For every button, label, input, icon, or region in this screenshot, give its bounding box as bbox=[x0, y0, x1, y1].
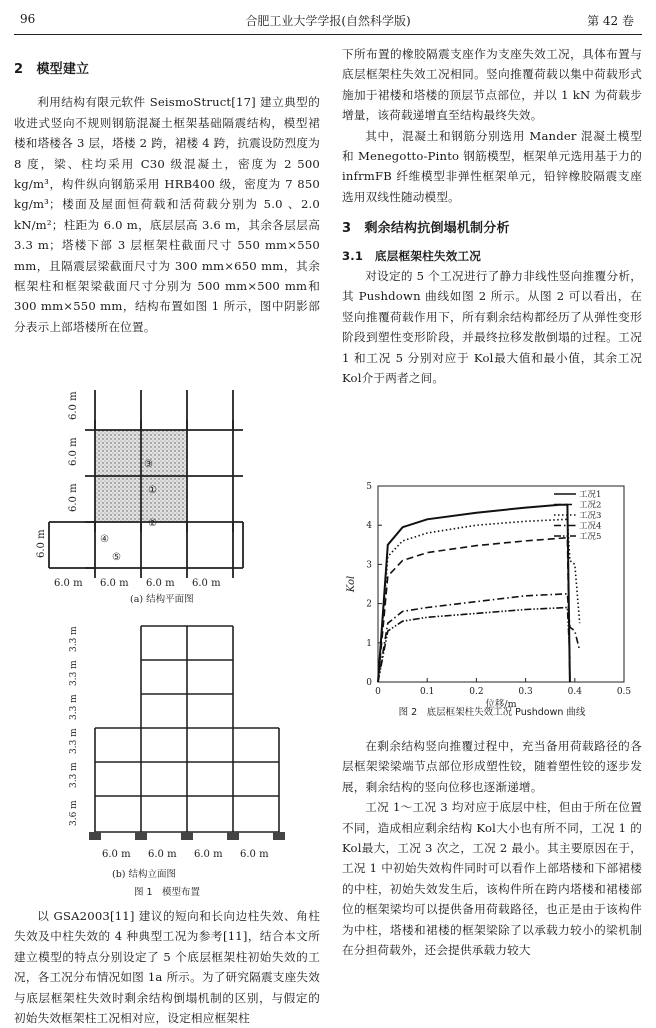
x-tick-label: 0.3 bbox=[518, 687, 533, 697]
paragraph-continued: 下所布置的橡胶隔震支座作为支座失效工况，具体布置与底层框架柱失效工况相同。竖向推覆荷载以集中荷载形式施加于裙楼和塔楼的顶层节点部位，并以 1 kN 为荷载步增量，该荷载递增直至结构最终失效。 bbox=[342, 47, 642, 123]
fig1-caption: 图 1 模型布置 bbox=[133, 887, 201, 898]
fig1a-caption: (a) 结构平面图 bbox=[130, 594, 194, 605]
journal-title: 合肥工业大学学报(自然科学版) bbox=[245, 14, 411, 28]
marker-5: ⑤ bbox=[112, 552, 121, 563]
legend-label-5: 工况5 bbox=[579, 532, 602, 542]
plan-dim-2: 6.0 m bbox=[68, 437, 79, 466]
section-3-1-title: 3.1 底层框架柱失效工况 bbox=[342, 248, 482, 263]
paragraph-material-models: 其中，混凝土和钢筋分别选用 Mander 混凝土模型和 Menegotto-Pinto 钢筋模型，框架单元选用基于力的 infrmFB 纤维模型非弹性框架单元，铅锌橡胶隔震支座选用双线性随动模型。 bbox=[342, 128, 642, 204]
figure-2-chart bbox=[342, 474, 642, 724]
series-line-4 bbox=[378, 594, 580, 682]
y-tick-label: 0 bbox=[366, 678, 372, 688]
plan-dim-1: 6.0 m bbox=[68, 391, 79, 420]
legend-label-4: 工况4 bbox=[579, 521, 602, 532]
marker-2: ② bbox=[148, 518, 157, 529]
x-axis-label: 位移/m bbox=[485, 699, 517, 710]
marker-3: ③ bbox=[144, 459, 153, 470]
x-tick-label: 0 bbox=[375, 687, 381, 697]
plan-bottom-dim-1: 6.0 m bbox=[54, 578, 83, 589]
x-tick-label: 0.4 bbox=[567, 687, 582, 697]
y-tick-label: 3 bbox=[366, 560, 372, 571]
series-line-1 bbox=[378, 505, 570, 682]
figure-1 bbox=[14, 390, 320, 850]
elev-bottom-dim-3: 6.0 m bbox=[194, 849, 223, 860]
plan-dim-3: 6.0 m bbox=[68, 483, 79, 512]
plan-dim-4: 6.0 m bbox=[36, 529, 47, 558]
paragraph-case-compare: 工况 1～工况 3 均对应于底层中柱，但由于所在位置不同，造成相应剩余结构 Kol大小也有所不同，工况 1 的 Kol最大，工况 3 次之，工况 2 最小。其主要原因在于，工况 1 中初始失效构件同时可以看作上部塔楼和下部裙楼的中柱，初始失效发生后，该构件所在跨内塔楼和裙楼部位的框架梁均可以提供备用荷载路径，也正是由于该构件为中柱，塔楼和裙楼的框架梁除了以承载力较小的梁机制在分担荷载外，还会提供承载力较大 bbox=[342, 800, 642, 958]
y-tick-label: 1 bbox=[366, 638, 372, 649]
x-tick-label: 0.1 bbox=[420, 687, 435, 697]
right-column-bottom bbox=[342, 736, 642, 960]
paragraph-pushdown: 对设定的 5 个工况进行了静力非线性竖向推覆分析，其 Pushdown 曲线如图 2 所示。从图 2 可以看出，在竖向推覆荷载作用下，所有剩余结构都经历了从弹性变形阶段到塑性变形阶段，并最终拉移发散倒塌的过程。工况 1 和工况 5 分别对应于 Kol最大值和最小值，其余工况 Kol介于两者之间。 bbox=[342, 269, 642, 386]
paragraph-gsa: 以 GSA2003[11] 建议的短向和长向边柱失效、角柱失效及中柱失效的 4 种典型工况为参考[11]，结合本文所建立模型的特点分别设定了 5 个底层框架柱初始失效的工况，各工况分布情况如图 1a 所示。为了研究隔震支座失效与底层框架柱失效时剩余结构倒塌机制的区别，与假定的初始失效框架柱工况相对应，设定相应框架柱 bbox=[14, 909, 320, 1026]
elev-dim-3: 3.3 m bbox=[69, 694, 79, 720]
plan-bottom-dim-2: 6.0 m bbox=[100, 578, 129, 589]
y-tick-label: 4 bbox=[366, 521, 372, 532]
marker-4: ④ bbox=[100, 534, 109, 545]
legend-label-2: 工况2 bbox=[579, 500, 602, 511]
elev-dim-4: 3.3 m bbox=[69, 728, 79, 754]
right-column-top bbox=[342, 44, 642, 389]
elev-dim-1: 3.3 m bbox=[69, 626, 79, 652]
left-column-top bbox=[14, 60, 320, 337]
elev-dim-2: 3.3 m bbox=[69, 660, 79, 686]
x-tick-label: 0.5 bbox=[616, 687, 632, 697]
legend-label-1: 工况1 bbox=[579, 490, 602, 500]
elevation-view bbox=[69, 626, 285, 840]
series-line-2 bbox=[378, 538, 570, 682]
volume-label: 第 42 卷 bbox=[587, 14, 634, 28]
x-tick-label: 0.2 bbox=[469, 687, 484, 697]
plan-view bbox=[36, 390, 243, 605]
plan-bottom-dim-3: 6.0 m bbox=[146, 578, 175, 589]
fig1b-caption: (b) 结构立面图 bbox=[112, 869, 177, 880]
paragraph-plastic-hinge: 在剩余结构竖向推覆过程中，充当备用荷载路径的各层框架梁梁端节点部位形成塑性铰，随着塑性铰的逐步发展，剩余结构的竖向位移也逐渐递增。 bbox=[342, 739, 642, 794]
plan-bottom-dim-4: 6.0 m bbox=[192, 578, 221, 589]
fig2-caption: 图 2 底层框架柱失效工况 Pushdown 曲线 bbox=[398, 707, 586, 718]
section-2-title: 2 模型建立 bbox=[14, 62, 90, 77]
elev-bottom-dim-2: 6.0 m bbox=[148, 849, 177, 860]
header-rule bbox=[14, 34, 642, 35]
page-number: 96 bbox=[20, 12, 36, 26]
series-line-5 bbox=[378, 608, 570, 683]
legend-label-3: 工况3 bbox=[579, 511, 602, 521]
elev-dim-5: 3.3 m bbox=[69, 762, 79, 788]
left-column-bottom bbox=[14, 906, 320, 1028]
y-tick-label: 2 bbox=[366, 599, 372, 610]
section-3-title: 3 剩余结构抗倒塌机制分析 bbox=[342, 221, 510, 237]
elev-bottom-dim-4: 6.0 m bbox=[240, 849, 269, 860]
y-tick-label: 5 bbox=[366, 482, 372, 492]
paragraph-model: 利用结构有限元软件 SeismoStruct[17] 建立典型的收进式竖向不规则钢筋混凝土框架基础隔震结构，模型裙楼和塔楼各 3 层，塔楼 2 跨，裙楼 4 跨，抗震设防烈度为 8 度，梁、柱均采用 C30 级混凝土，密度为 2 500 kg/m³，构件纵向钢筋采用 HRB400 级，密度为 7 850 kg/m³；楼面及屋面恒荷载和活荷载分别为 5.0 、2.0 kN/m²；柱距为 6.0 m，底层层高 3.6 m，其余各层层高 3.3 m；塔楼下部 3 层框架柱截面尺寸 550 mm×550 mm，且隔震层梁截面尺寸为 300 mm×650 mm，其余框架柱和框架梁截面尺寸分别为 500 mm×500 mm和 300 mm×550 mm，结构布置如图 1 所示，图中阴影部分表示上部塔楼所在位置。 bbox=[14, 95, 320, 334]
y-axis-label: Kol bbox=[346, 575, 357, 593]
marker-1: ① bbox=[148, 485, 157, 496]
elev-bottom-dim-1: 6.0 m bbox=[102, 849, 131, 860]
elev-dim-6: 3.6 m bbox=[69, 800, 79, 826]
